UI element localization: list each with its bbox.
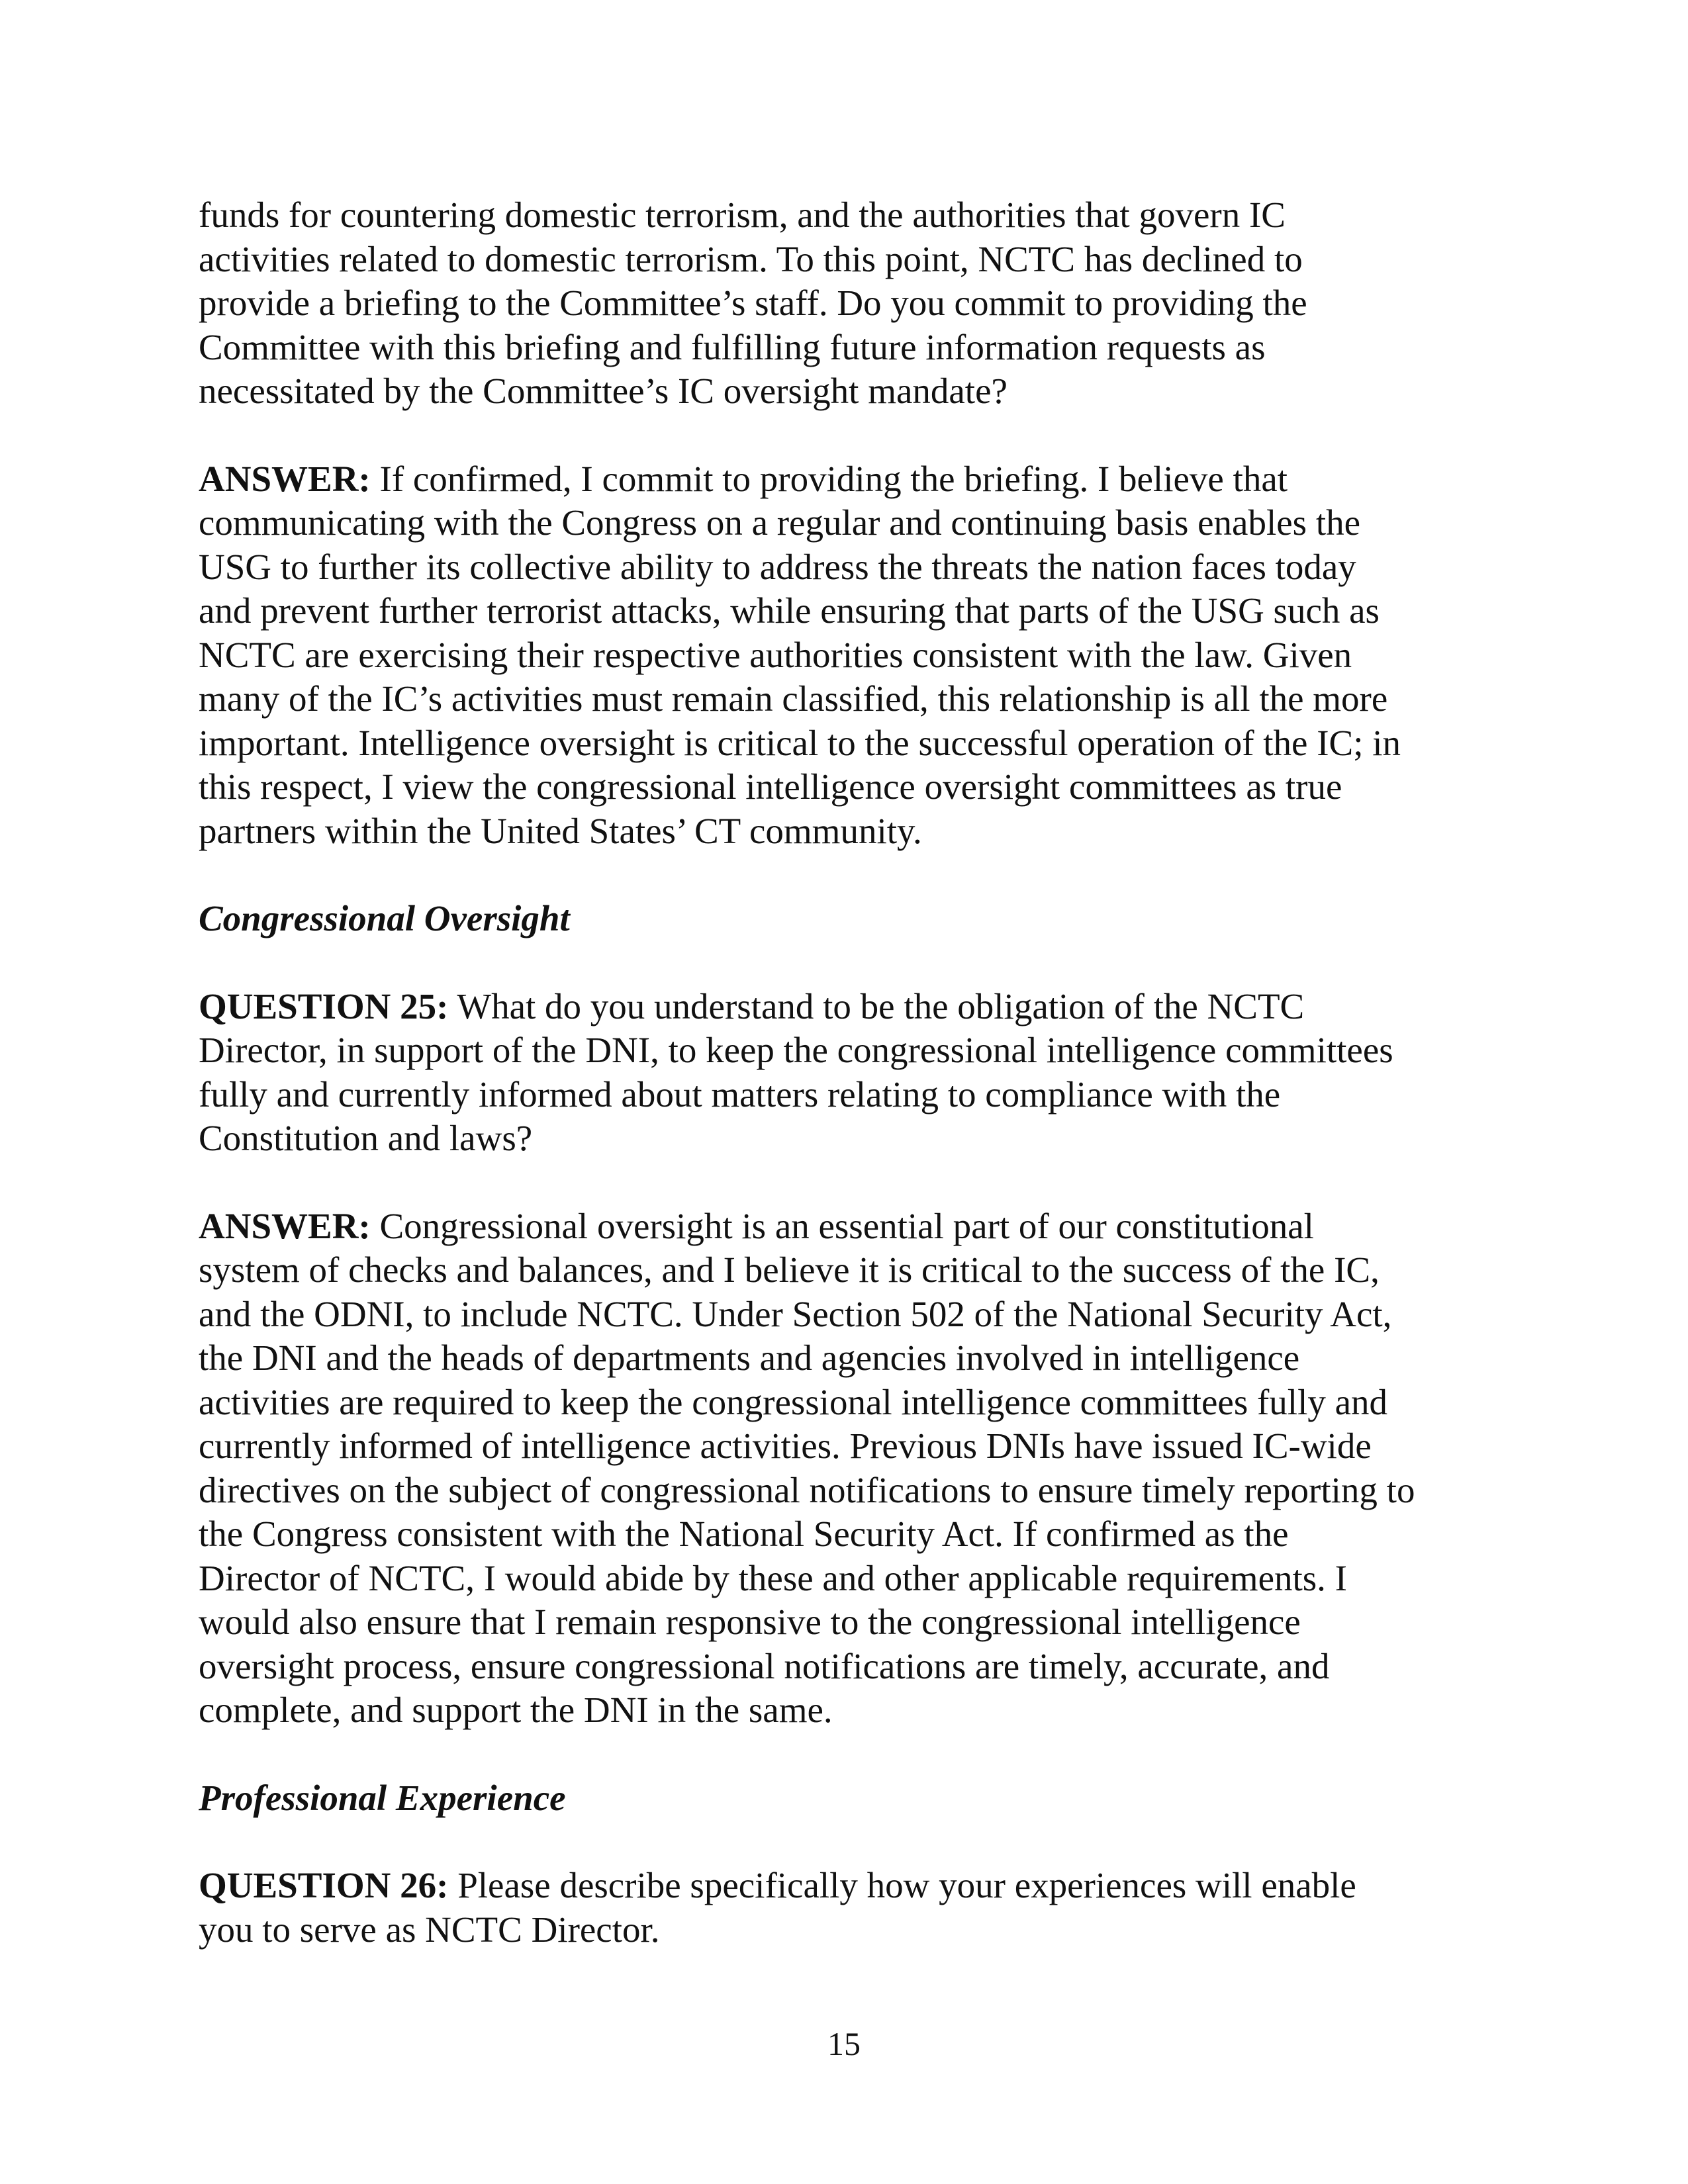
text-line: Director of NCTC, I would abide by these and other applicable requirements. I: [199, 1557, 1347, 1598]
text-line: oversight process, ensure congressional notifications are timely, accurate, and: [199, 1645, 1330, 1686]
answer-label: ANSWER:: [199, 1205, 371, 1246]
text-line: funds for countering domestic terrorism, and the authorities that govern IC: [199, 195, 1286, 235]
answer-24-paragraph: [199, 457, 1496, 854]
text-line: many of the IC’s activities must remain classified, this relationship is all the more: [199, 678, 1388, 719]
text-line: you to serve as NCTC Director.: [199, 1909, 660, 1950]
text-line: and the ODNI, to include NCTC. Under Section 502 of the National Security Act,: [199, 1293, 1392, 1334]
text-line: provide a briefing to the Committee’s staff. Do you commit to providing the: [199, 283, 1307, 323]
section-heading-professional-experience: Professional Experience: [199, 1777, 566, 1818]
text-line: the Congress consistent with the National Security Act. If confirmed as the: [199, 1514, 1289, 1554]
text-line: Director, in support of the DNI, to keep the congressional intelligence committees: [199, 1030, 1393, 1070]
document-page: [199, 193, 1496, 1995]
question-text: What do you understand to be the obligation of the NCTC: [448, 985, 1305, 1026]
continued-question-paragraph: [199, 193, 1496, 414]
text-line: fully and currently informed about matters relating to compliance with the: [199, 1073, 1281, 1115]
answer-25-paragraph: [199, 1205, 1496, 1733]
text-line: [199, 457, 1496, 502]
text-line: communicating with the Congress on a regular and continuing basis enables the: [199, 502, 1361, 543]
text-line: and prevent further terrorist attacks, while ensuring that parts of the USG such as: [199, 590, 1380, 631]
text-line: complete, and support the DNI in the same.: [199, 1690, 833, 1730]
text-line: important. Intelligence oversight is critical to the successful operation of the IC; in: [199, 722, 1401, 763]
text-line: USG to further its collective ability to address the threats the nation faces today: [199, 546, 1356, 587]
answer-text: Congressional oversight is an essential part of our constitutional: [370, 1205, 1314, 1246]
text-line: currently informed of intelligence activities. Previous DNIs have issued IC-wide: [199, 1426, 1372, 1466]
question-26-paragraph: [199, 1864, 1496, 1952]
text-line: [199, 985, 1496, 1029]
question-25-paragraph: [199, 985, 1496, 1161]
text-line: activities are required to keep the congressional intelligence committees fully and: [199, 1381, 1388, 1422]
text-line: necessitated by the Committee’s IC oversight mandate?: [199, 371, 1008, 411]
text-line: Committee with this briefing and fulfilling future information requests as: [199, 326, 1266, 367]
page-number: 15: [827, 2025, 861, 2062]
answer-text: If confirmed, I commit to providing the briefing. I believe that: [370, 458, 1288, 499]
section-heading-congressional-oversight: Congressional Oversight: [199, 898, 570, 938]
text-line: the DNI and the heads of departments and agencies involved in intelligence: [199, 1338, 1300, 1378]
question-label: QUESTION 26:: [199, 1865, 449, 1905]
text-line: NCTC are exercising their respective authorities consistent with the law. Given: [199, 634, 1352, 675]
question-text: Please describe specifically how your experiences will enable: [448, 1865, 1356, 1905]
text-line: system of checks and balances, and I believe it is critical to the success of the IC,: [199, 1250, 1380, 1290]
text-line: [199, 1205, 1496, 1249]
text-line: would also ensure that I remain responsive to the congressional intelligence: [199, 1602, 1301, 1642]
text-line: directives on the subject of congressional notifications to ensure timely reporting to: [199, 1469, 1415, 1510]
text-line: this respect, I view the congressional intelligence oversight committees as true: [199, 766, 1342, 807]
text-line: [199, 1864, 1496, 1908]
text-line: activities related to domestic terrorism. To this point, NCTC has declined to: [199, 238, 1303, 279]
question-label: QUESTION 25:: [199, 985, 449, 1026]
text-line: Constitution and laws?: [199, 1118, 533, 1158]
text-line: partners within the United States’ CT community.: [199, 810, 922, 851]
answer-label: ANSWER:: [199, 458, 371, 499]
